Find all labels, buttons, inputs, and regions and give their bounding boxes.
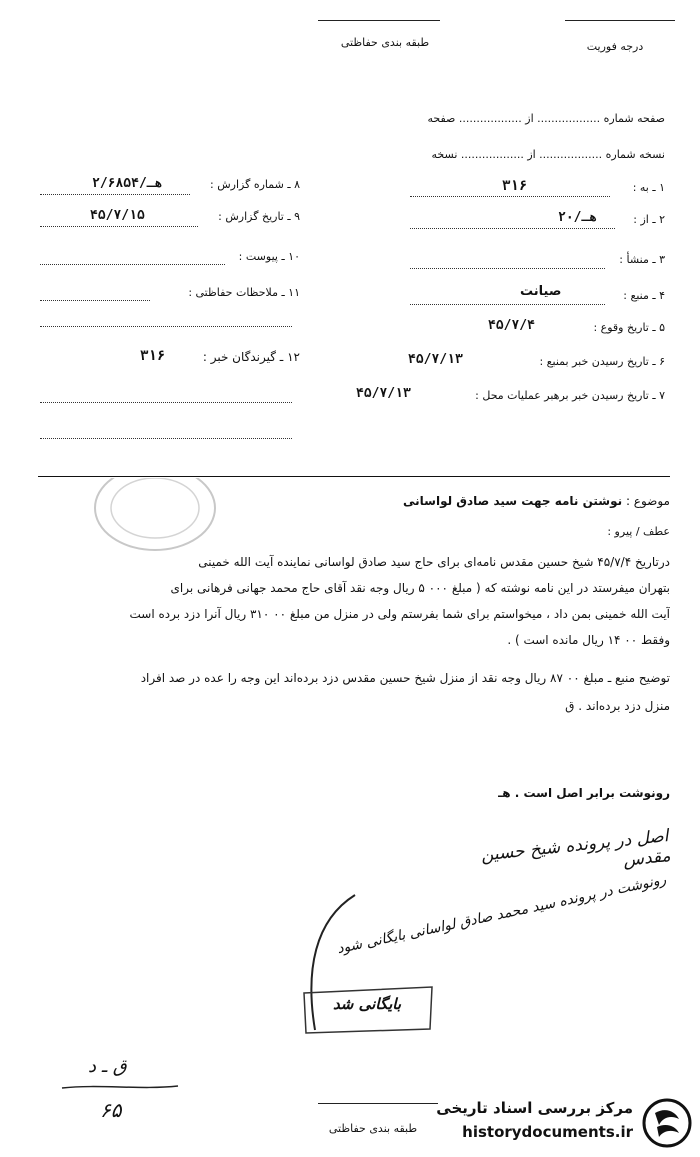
field-value: ۴۵/۷/۱۵: [90, 208, 145, 223]
body-line-3: آیت الله خمینی بمن داد ، میخواستم برای شما بفرستم ولی در منزل من مبلغ ۰۰ ۳۱۰ ریال آنرا دزد برده است: [129, 607, 670, 621]
left-field-security-notes: [40, 284, 300, 304]
subject-line: [250, 494, 670, 508]
dotted-fill: [40, 194, 190, 195]
handwritten-line-1: اصل در پرونده شیخ حسین مقدس: [479, 826, 672, 871]
footer-classification: طبقه بندی حفاظتی: [328, 1122, 418, 1135]
dotted-fill: [410, 304, 605, 305]
field-label: ۱۰ ـ پیوست :: [238, 250, 300, 263]
reference-label: عطف / پیرو :: [607, 525, 670, 538]
field-label: ۸ ـ شماره گزارش :: [210, 178, 300, 191]
dotted-fill: [410, 268, 605, 269]
copy-number-line: نسخه شماره .................. از .................. نسخه: [431, 148, 665, 161]
left-field-report-number: [40, 176, 300, 196]
note-line-2: منزل دزد برده‌اند . ق: [565, 699, 670, 713]
header-classification-rule: [318, 20, 440, 21]
field-label: ۱ ـ به :: [632, 181, 665, 194]
footer-classification-rule: [318, 1103, 438, 1104]
left-blank-line: [40, 402, 292, 403]
handwritten-corner-1: ق ـ د: [88, 1056, 127, 1077]
field-label: ۶ ـ تاریخ رسیدن خبر بمنبع :: [539, 355, 665, 368]
left-blank-line: [40, 438, 292, 439]
header-priority-rule: [565, 20, 675, 21]
watermark-url: historydocuments.ir: [462, 1123, 633, 1141]
body-line-1: درتاریخ ۴۵/۷/۴ شیخ حسین مقدس نامه‌ای برای حاج سید صادق لواسانی نماینده آیت الله خمینی: [198, 555, 670, 569]
field-value: ۳۱۶: [502, 178, 528, 194]
field-label: ۵ ـ تاریخ وقوع :: [593, 321, 665, 334]
faint-round-stamp: [80, 478, 230, 558]
dotted-fill: [40, 300, 150, 301]
subject-value: نوشتن نامه جهت سید صادق لواسانی: [403, 494, 623, 508]
body-line-4: وفقط ۰۰ ۱۴ ریال مانده است ) .: [507, 633, 670, 647]
dotted-fill: [410, 228, 615, 229]
field-value: ۴۵/۷/۱۳: [356, 386, 411, 401]
field-value: ۲۰/هـ: [558, 210, 598, 225]
dotted-fill: [410, 196, 610, 197]
field-label: ۲ ـ از :: [633, 213, 665, 226]
field-label: ۳ ـ منشأ :: [619, 253, 665, 266]
right-field-from: [410, 210, 665, 232]
right-field-to: [410, 178, 665, 200]
archive-logo-icon: [641, 1097, 693, 1149]
dotted-fill: [40, 264, 225, 265]
left-field-report-date: [40, 208, 300, 228]
field-label: ۷ ـ تاریخ رسیدن خبر برهبر عملیات محل :: [475, 389, 665, 402]
left-blank-line: [40, 326, 292, 327]
right-field-origin: [410, 250, 665, 272]
field-value: صیانت: [520, 284, 562, 299]
left-field-attachment: [40, 248, 300, 268]
field-value: ۳۱۶: [140, 348, 166, 364]
handwritten-line-2: رونوشت در پرونده سید محمد صادق لواسانی بایگانی شود: [335, 871, 668, 958]
right-field-source: [410, 284, 665, 306]
field-label: ۹ ـ تاریخ گزارش :: [218, 210, 300, 223]
body-line-2: بتهران میفرستد در این نامه نوشته که ( مبلغ ۰۰۰ ۵ ریال وجه نقد آقای حاج محمد جهانی فرهانی برای: [170, 581, 670, 595]
note-line-1: توضیح منبع ـ مبلغ ۰۰ ۸۷ ریال وجه نقد از منزل شیخ حسین مقدس دزد برده‌اند این وجه را عده در صد افراد: [140, 671, 670, 685]
watermark: [425, 1095, 695, 1151]
field-label: ۱۲ ـ گیرندگان خبر :: [202, 350, 300, 364]
right-field-operations-receipt-date: [350, 386, 665, 408]
watermark-title: مرکز بررسی اسناد تاریخی: [436, 1099, 633, 1117]
archive-stamp-text: بایگانی شد: [332, 995, 402, 1013]
field-value: ۲/۶۸۵۴/هـ: [92, 176, 163, 191]
handwritten-corner-2: ۶۵: [100, 1098, 122, 1122]
right-field-event-date: [410, 318, 665, 340]
field-label: ۴ ـ منبع :: [623, 289, 665, 302]
handwritten-underline: [60, 1082, 180, 1092]
copy-certification: رونوشت برابر اصل است . هـ: [498, 786, 670, 800]
field-value: ۴۵/۷/۱۳: [408, 352, 463, 367]
field-value: ۴۵/۷/۴: [488, 318, 535, 333]
field-label: ۱۱ ـ ملاحظات حفاظتی :: [188, 286, 300, 299]
dotted-fill: [40, 226, 198, 227]
header-priority: درجه فوریت: [586, 40, 644, 53]
section-divider: [38, 476, 670, 477]
header-classification: طبقه بندی حفاظتی: [340, 36, 430, 49]
page-number-line: صفحه شماره .................. از .................. صفحه: [427, 112, 665, 125]
left-field-recipients: [40, 348, 300, 370]
subject-label: موضوع :: [625, 494, 670, 508]
right-field-source-receipt-date: [400, 352, 665, 374]
